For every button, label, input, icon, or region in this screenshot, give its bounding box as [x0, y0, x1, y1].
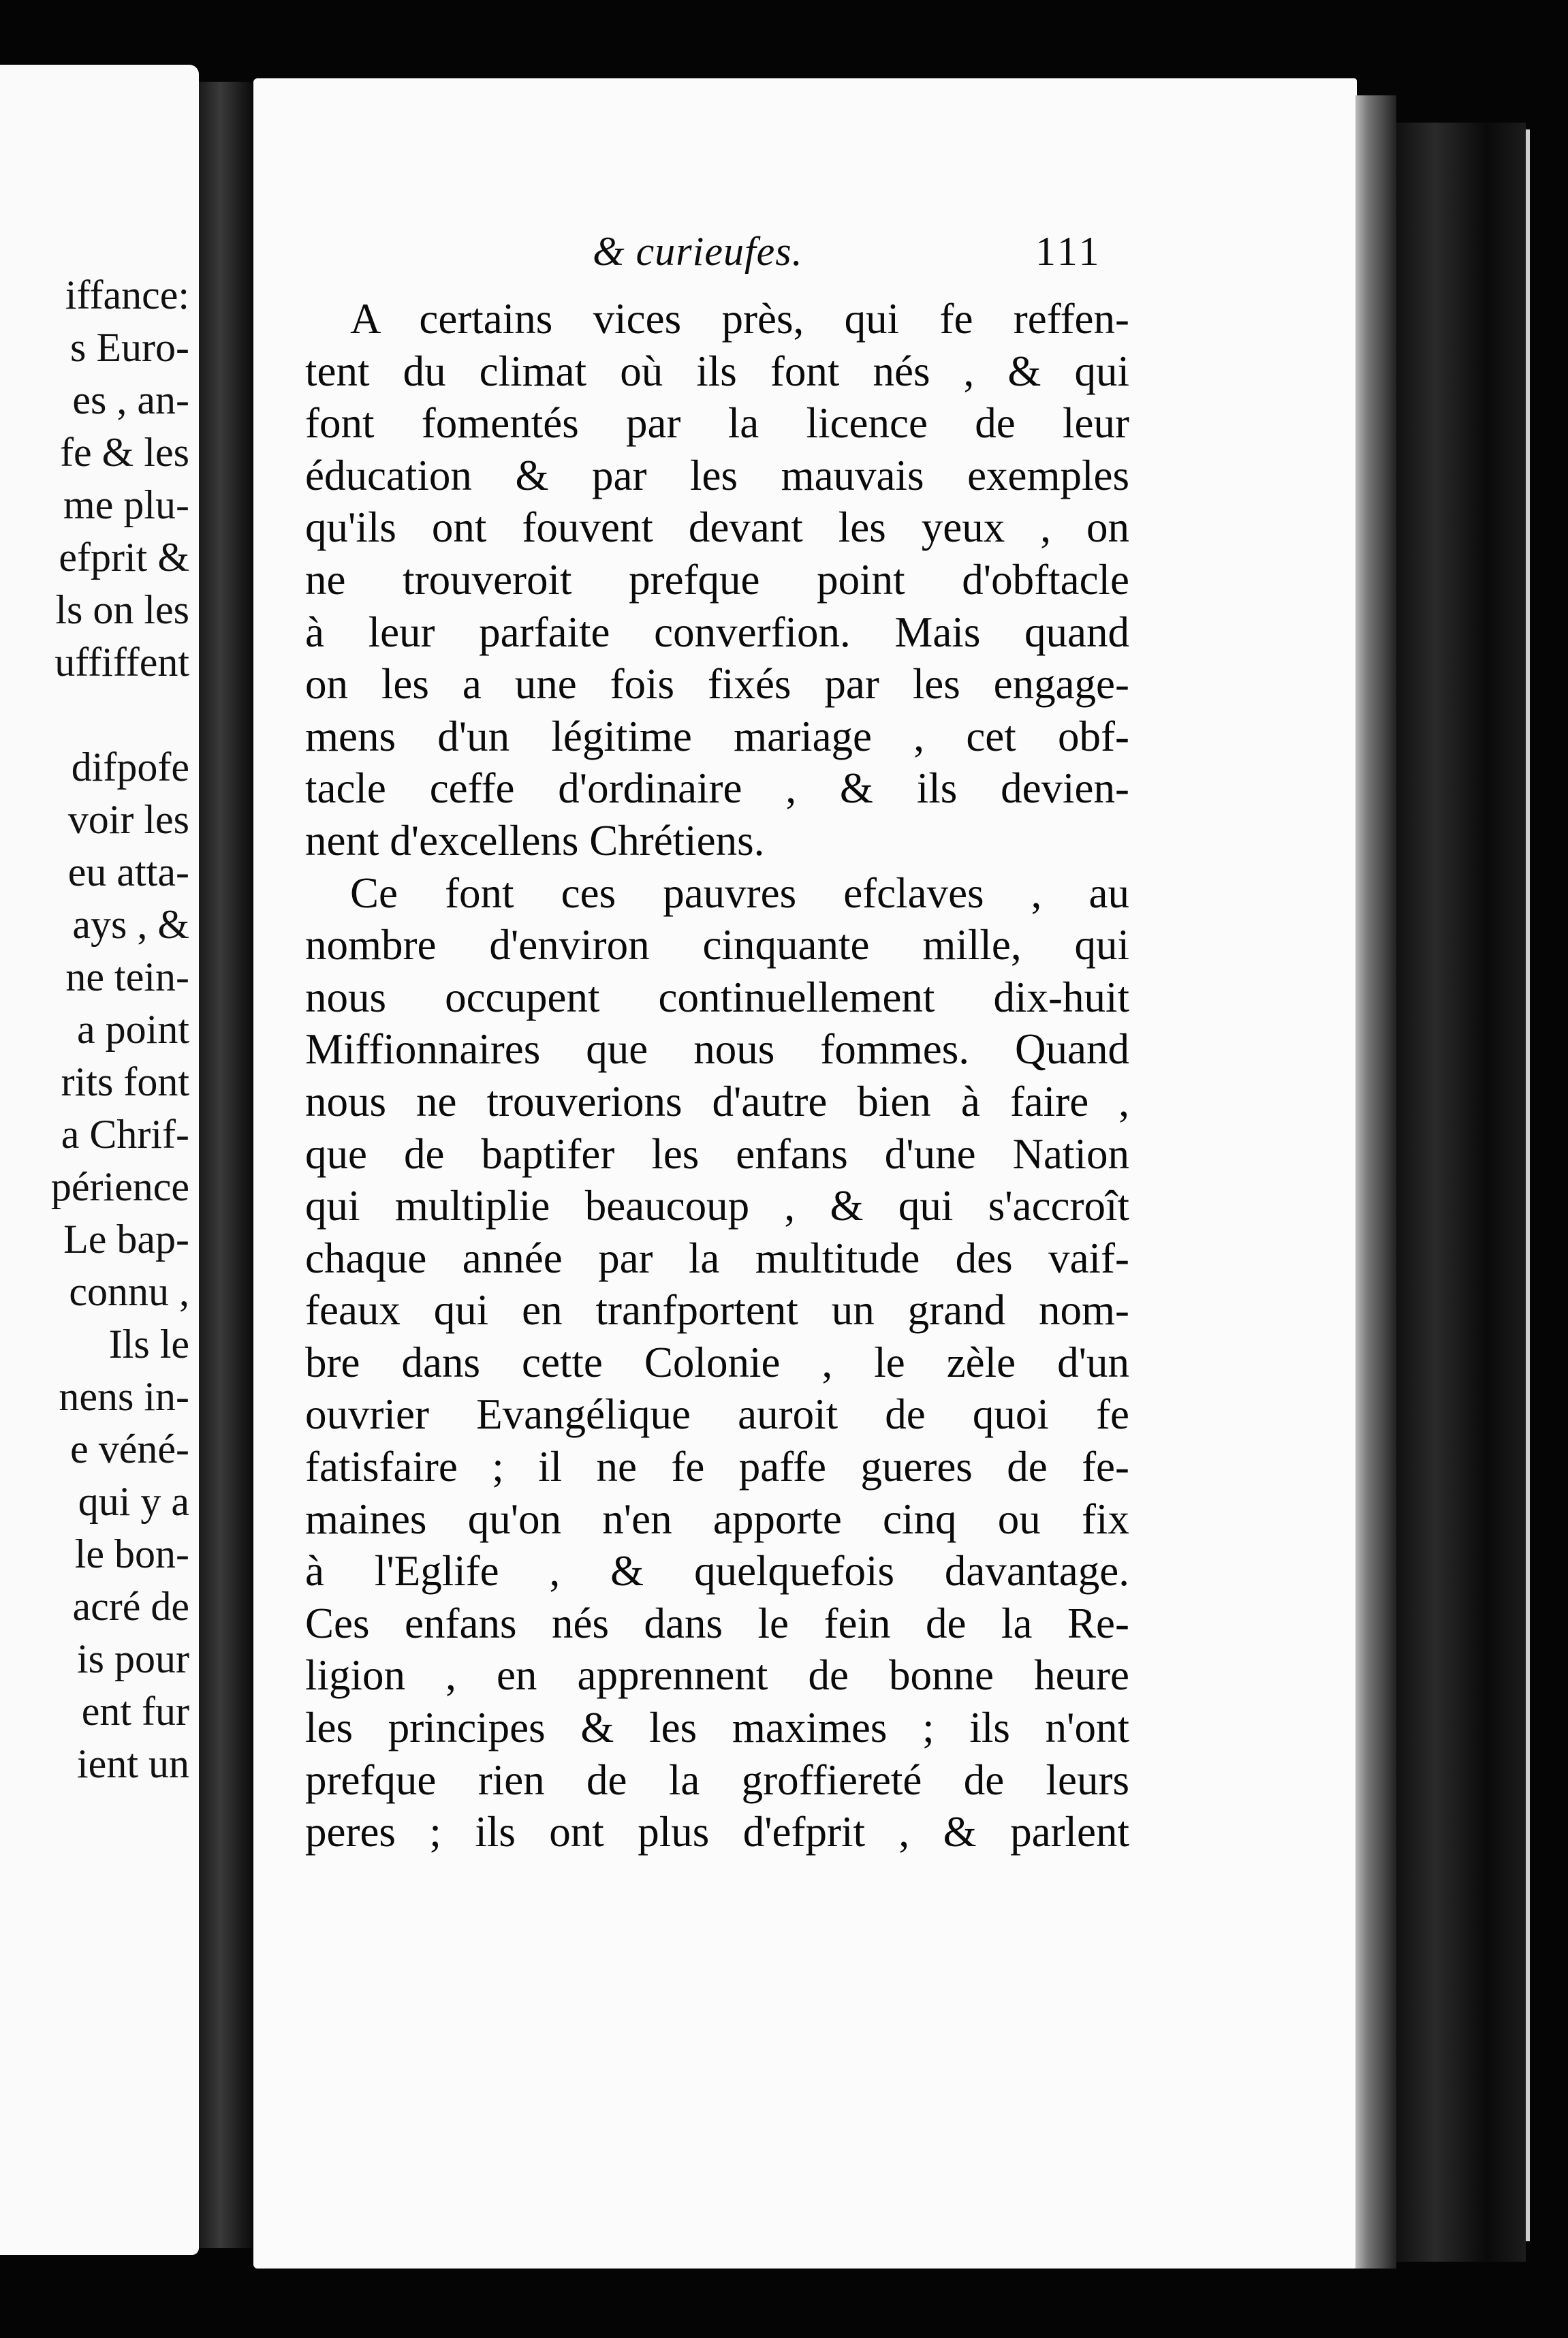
- left-page-line: me plu-: [63, 482, 189, 527]
- left-page-line: uffiffent: [54, 640, 189, 685]
- text-line: ligion , en apprennent de bonne heure: [305, 1651, 1129, 1700]
- text-line: mens d'un légitime mariage , cet obf-: [305, 712, 1129, 760]
- left-page-line: a Chrif-: [61, 1112, 189, 1157]
- text-line: Miffionnaires que nous fommes. Quand: [305, 1025, 1129, 1074]
- left-page-text: [0, 269, 199, 1790]
- left-page-line: le bon-: [74, 1531, 189, 1576]
- page-number: 111: [1035, 229, 1102, 274]
- left-page-line: ls on les: [55, 587, 189, 632]
- book-gutter: [199, 82, 252, 2248]
- text-line: feaux qui en tranfportent un grand nom-: [305, 1286, 1129, 1335]
- text-line: font fomentés par la licence de leur: [305, 399, 1129, 448]
- left-page-line: [0, 689, 199, 741]
- binding-edge-rule: [1526, 129, 1530, 2241]
- page-edge: [1355, 95, 1396, 2269]
- left-page-line: es , an-: [72, 377, 189, 422]
- text-line: qu'ils ont fouvent devant les yeux , on: [305, 503, 1129, 552]
- left-facing-page: [0, 65, 199, 2255]
- left-page-line: is pour: [77, 1636, 189, 1681]
- text-line: ouvrier Evangélique auroit de quoi fe: [305, 1390, 1129, 1439]
- text-line: ne trouveroit prefque point d'obftacle: [305, 555, 1129, 604]
- left-page-line: ays , &: [72, 902, 189, 947]
- text-line: à l'Eglife , & quelquefois davantage.: [305, 1547, 1129, 1595]
- text-line: chaque année par la multitude des vaif-: [305, 1234, 1129, 1282]
- text-line: à leur parfaite converfion. Mais quand: [305, 608, 1129, 656]
- left-page-line: ne tein-: [65, 954, 189, 999]
- running-head: & curieufes.: [593, 229, 803, 274]
- text-line: que de baptifer les enfans d'une Nation: [305, 1129, 1129, 1178]
- text-line: nous occupent continuellement dix-huit: [305, 973, 1129, 1021]
- text-line: nent d'excellens Chrétiens.: [305, 816, 765, 864]
- left-page-line: connu ,: [69, 1269, 189, 1314]
- left-page-line: iffance:: [65, 272, 189, 317]
- left-page-line: eu atta-: [67, 850, 189, 894]
- text-line: A certains vices près, qui fe reffen-: [350, 295, 1129, 343]
- left-page-line: fe & les: [60, 430, 189, 475]
- left-page-line: s Euro-: [70, 325, 189, 370]
- left-page-line: acré de: [72, 1584, 189, 1629]
- left-page-line: ent fur: [81, 1689, 189, 1734]
- body-text: [305, 293, 1129, 1858]
- text-line: fatisfaire ; il ne fe paffe gueres de fe-: [305, 1443, 1129, 1491]
- paragraph-1: [305, 293, 1129, 867]
- text-line: peres ; ils ont plus d'efprit , & parlent: [305, 1808, 1129, 1856]
- paragraph-2: [305, 867, 1129, 1858]
- left-page-line: rits font: [61, 1059, 189, 1104]
- text-line: on les a une fois fixés par les engage-: [305, 660, 1129, 708]
- text-line: Ce font ces pauvres efclaves , au: [350, 869, 1129, 917]
- left-page-line: qui y a: [78, 1479, 189, 1524]
- text-line: les principes & les maximes ; ils n'ont: [305, 1704, 1129, 1752]
- text-line: Ces enfans nés dans le fein de la Re-: [305, 1599, 1129, 1647]
- left-page-line: Ils le: [108, 1322, 189, 1367]
- left-page-line: efprit &: [59, 535, 189, 580]
- left-page-line: périence: [50, 1164, 189, 1209]
- left-page-line: nens in-: [59, 1374, 189, 1419]
- text-line: qui multiplie beaucoup , & qui s'accroît: [305, 1182, 1129, 1230]
- left-page-line: difpofe: [71, 745, 189, 790]
- book-binding: [1396, 123, 1526, 2262]
- text-line: tent du climat où ils font nés , & qui: [305, 347, 1129, 395]
- text-line: bre dans cette Colonie , le zèle d'un: [305, 1338, 1129, 1386]
- left-page-line: a point: [77, 1007, 189, 1052]
- text-line: nombre d'environ cinquante mille, qui: [305, 921, 1129, 969]
- left-page-line: Le bap-: [63, 1217, 189, 1262]
- left-page-line: voir les: [67, 797, 189, 842]
- left-page-line: e véné-: [70, 1427, 189, 1471]
- left-page-line: ient un: [77, 1741, 189, 1786]
- text-line: maines qu'on n'en apporte cinq ou fix: [305, 1495, 1129, 1543]
- text-line: nous ne trouverions d'autre bien à faire ,: [305, 1077, 1129, 1125]
- text-line: prefque rien de la groffiereté de leurs: [305, 1756, 1129, 1804]
- text-line: éducation & par les mauvais exemples: [305, 451, 1129, 499]
- text-line: tacle ceffe d'ordinaire , & ils devien-: [305, 764, 1129, 813]
